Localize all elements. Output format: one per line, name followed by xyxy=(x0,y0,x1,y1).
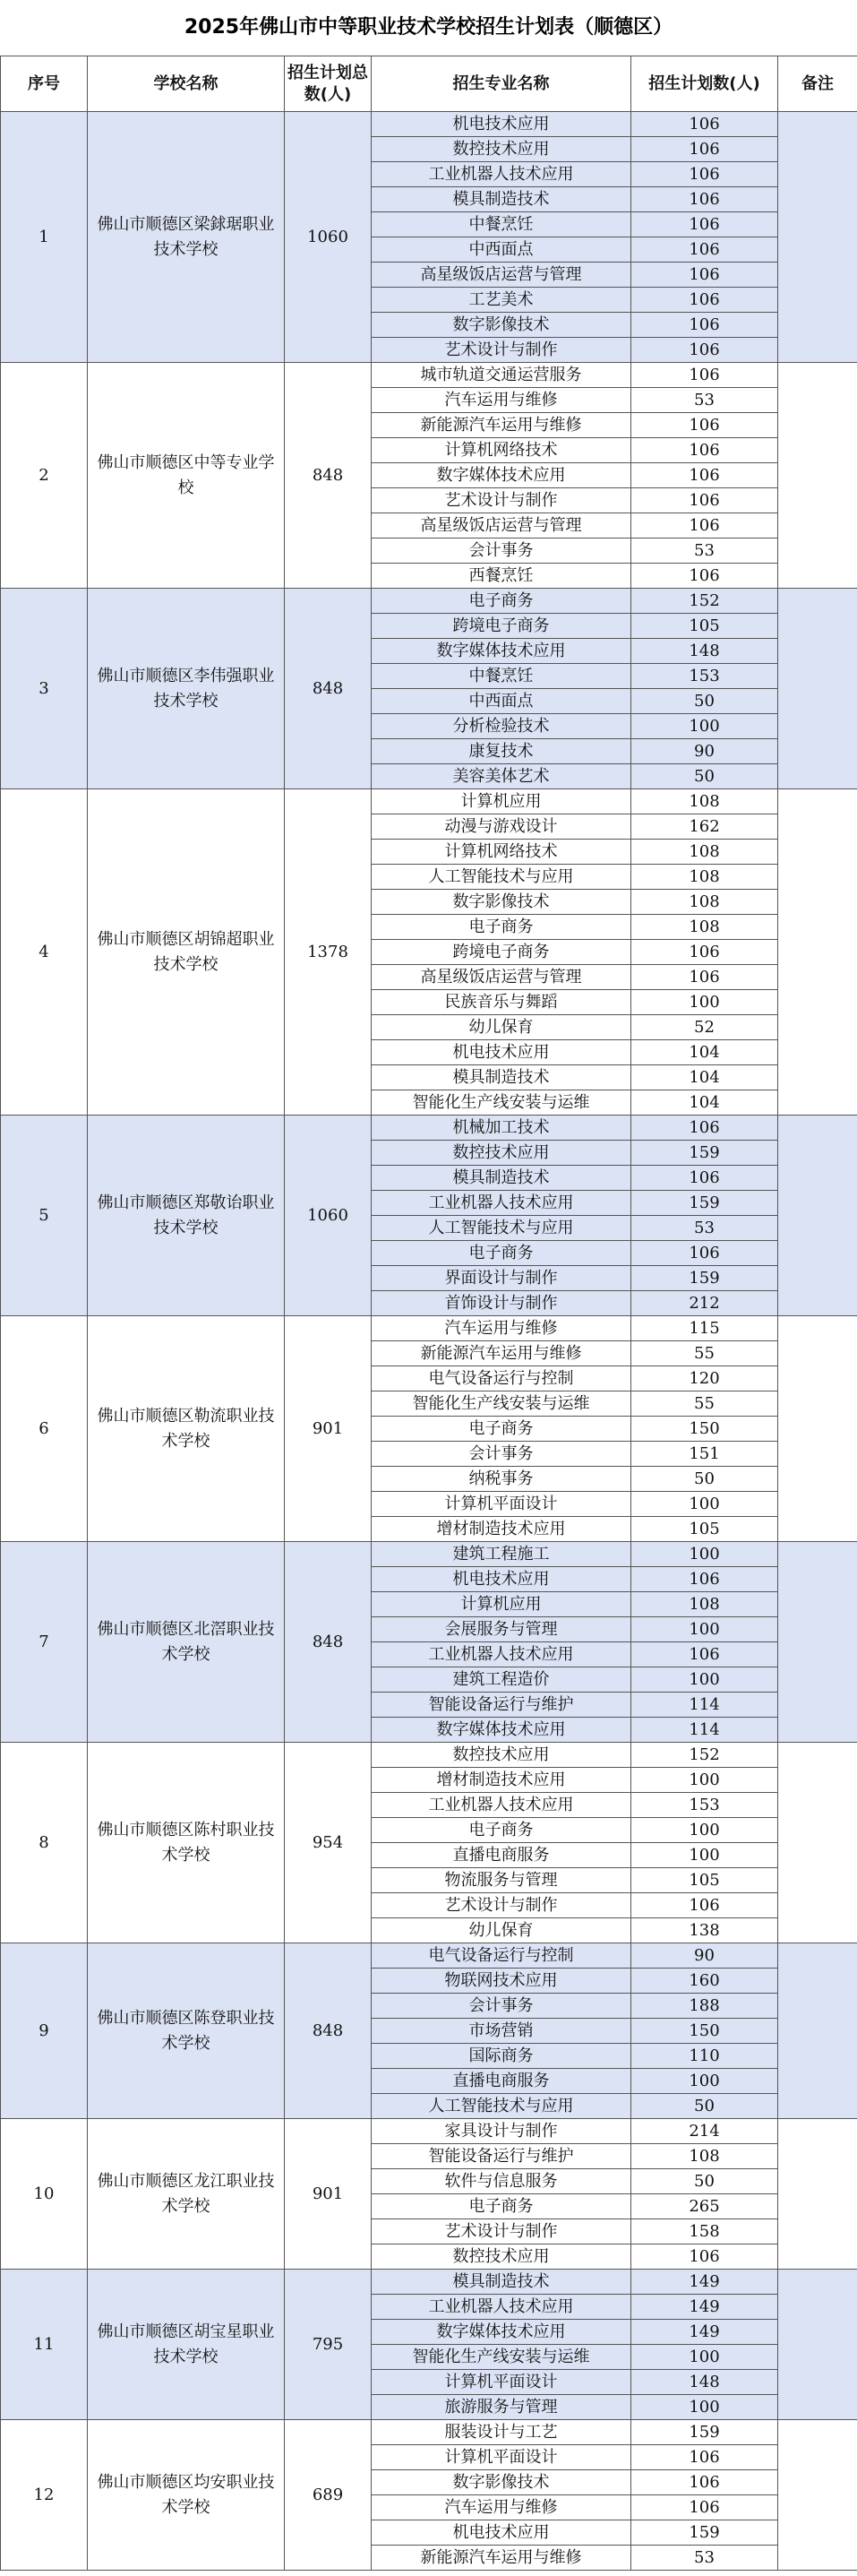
major-name: 计算机网络技术 xyxy=(372,438,631,463)
major-name: 机电技术应用 xyxy=(372,2520,631,2546)
major-count: 106 xyxy=(631,413,778,438)
school-total: 1060 xyxy=(285,1116,372,1316)
major-name: 数控技术应用 xyxy=(372,2244,631,2270)
table-row xyxy=(1,1542,857,1567)
major-name: 会计事务 xyxy=(372,538,631,564)
major-count: 55 xyxy=(631,1391,778,1417)
major-count: 106 xyxy=(631,940,778,965)
major-count: 149 xyxy=(631,2270,778,2295)
major-count: 100 xyxy=(631,1667,778,1693)
major-name: 建筑工程造价 xyxy=(372,1667,631,1693)
major-count: 108 xyxy=(631,865,778,890)
major-count: 106 xyxy=(631,187,778,212)
major-count: 150 xyxy=(631,2019,778,2044)
school-total: 901 xyxy=(285,1316,372,1542)
major-name: 物联网技术应用 xyxy=(372,1969,631,1994)
major-name: 直播电商服务 xyxy=(372,2069,631,2094)
major-name: 工业机器人技术应用 xyxy=(372,2295,631,2320)
major-count: 106 xyxy=(631,1241,778,1266)
major-name: 首饰设计与制作 xyxy=(372,1291,631,1316)
major-name: 西餐烹饪 xyxy=(372,564,631,589)
major-count: 152 xyxy=(631,589,778,614)
major-count: 159 xyxy=(631,2520,778,2546)
major-count: 159 xyxy=(631,2420,778,2445)
major-count: 90 xyxy=(631,1943,778,1969)
major-name: 城市轨道交通运营服务 xyxy=(372,363,631,388)
major-count: 106 xyxy=(631,212,778,237)
major-name: 旅游服务与管理 xyxy=(372,2395,631,2420)
major-count: 104 xyxy=(631,1065,778,1090)
table-row xyxy=(1,2420,857,2445)
major-count: 115 xyxy=(631,1316,778,1341)
school-note xyxy=(778,2119,857,2270)
major-count: 114 xyxy=(631,1693,778,1718)
major-count: 108 xyxy=(631,840,778,865)
major-count: 265 xyxy=(631,2194,778,2219)
school-note xyxy=(778,2420,857,2571)
major-count: 53 xyxy=(631,1216,778,1241)
major-name: 动漫与游戏设计 xyxy=(372,814,631,840)
major-name: 高星级饭店运营与管理 xyxy=(372,513,631,538)
school-note xyxy=(778,1542,857,1743)
major-name: 机电技术应用 xyxy=(372,1567,631,1592)
major-name: 电子商务 xyxy=(372,1417,631,1442)
table-row xyxy=(1,589,857,614)
header-total: 招生计划总数(人) xyxy=(285,56,372,112)
major-count: 106 xyxy=(631,1166,778,1191)
major-count: 188 xyxy=(631,1994,778,2019)
major-name: 数控技术应用 xyxy=(372,1141,631,1166)
school-total: 795 xyxy=(285,2270,372,2420)
table-row xyxy=(1,1943,857,1969)
school-note xyxy=(778,1743,857,1943)
header-index: 序号 xyxy=(1,56,88,112)
major-name: 新能源汽车运用与维修 xyxy=(372,413,631,438)
table-row xyxy=(1,2270,857,2295)
major-count: 106 xyxy=(631,564,778,589)
school-index: 10 xyxy=(1,2119,88,2270)
major-count: 108 xyxy=(631,789,778,814)
major-name: 数字媒体技术应用 xyxy=(372,639,631,664)
major-name: 数字影像技术 xyxy=(372,2470,631,2495)
major-count: 150 xyxy=(631,1417,778,1442)
major-count: 104 xyxy=(631,1040,778,1065)
major-count: 106 xyxy=(631,162,778,187)
major-name: 计算机应用 xyxy=(372,1592,631,1617)
major-count: 100 xyxy=(631,1843,778,1868)
major-name: 新能源汽车运用与维修 xyxy=(372,2546,631,2571)
major-name: 电子商务 xyxy=(372,589,631,614)
major-name: 美容美体艺术 xyxy=(372,764,631,789)
major-name: 康复技术 xyxy=(372,739,631,764)
major-count: 53 xyxy=(631,538,778,564)
major-count: 106 xyxy=(631,965,778,990)
major-count: 106 xyxy=(631,237,778,263)
major-count: 50 xyxy=(631,764,778,789)
document-title: 2025年佛山市中等职业技术学校招生计划表（顺德区） xyxy=(184,16,673,39)
major-name: 人工智能技术与应用 xyxy=(372,865,631,890)
major-count: 159 xyxy=(631,1141,778,1166)
major-count: 100 xyxy=(631,1768,778,1793)
major-name: 智能化生产线安装与运维 xyxy=(372,1090,631,1116)
school-total: 1378 xyxy=(285,789,372,1116)
major-count: 52 xyxy=(631,1015,778,1040)
major-name: 会计事务 xyxy=(372,1994,631,2019)
school-index: 9 xyxy=(1,1943,88,2119)
major-name: 智能化生产线安装与运维 xyxy=(372,1391,631,1417)
major-count: 90 xyxy=(631,739,778,764)
major-name: 高星级饭店运营与管理 xyxy=(372,965,631,990)
major-count: 105 xyxy=(631,614,778,639)
major-name: 汽车运用与维修 xyxy=(372,2495,631,2520)
major-count: 106 xyxy=(631,463,778,488)
major-name: 数字影像技术 xyxy=(372,313,631,338)
major-count: 151 xyxy=(631,1442,778,1467)
major-name: 数控技术应用 xyxy=(372,1743,631,1768)
major-count: 108 xyxy=(631,890,778,915)
school-total: 848 xyxy=(285,1542,372,1743)
major-name: 计算机应用 xyxy=(372,789,631,814)
major-name: 数字媒体技术应用 xyxy=(372,2320,631,2345)
major-name: 计算机平面设计 xyxy=(372,1492,631,1517)
major-name: 智能设备运行与维护 xyxy=(372,1693,631,1718)
school-index: 2 xyxy=(1,363,88,589)
major-count: 100 xyxy=(631,714,778,739)
major-count: 106 xyxy=(631,513,778,538)
major-count: 106 xyxy=(631,1116,778,1141)
school-note xyxy=(778,789,857,1116)
school-note xyxy=(778,112,857,363)
school-note xyxy=(778,1943,857,2119)
school-note xyxy=(778,2270,857,2420)
major-name: 模具制造技术 xyxy=(372,187,631,212)
school-name: 佛山市顺德区胡锦超职业技术学校 xyxy=(88,789,285,1116)
major-name: 计算机平面设计 xyxy=(372,2370,631,2395)
major-count: 100 xyxy=(631,1617,778,1642)
major-name: 中餐烹饪 xyxy=(372,664,631,689)
major-count: 149 xyxy=(631,2320,778,2345)
major-count: 100 xyxy=(631,990,778,1015)
major-name: 数控技术应用 xyxy=(372,137,631,162)
major-name: 数字媒体技术应用 xyxy=(372,1718,631,1743)
school-name: 佛山市顺德区梁銶琚职业技术学校 xyxy=(88,112,285,363)
school-total: 1060 xyxy=(285,112,372,363)
major-name: 物流服务与管理 xyxy=(372,1868,631,1893)
major-count: 106 xyxy=(631,2445,778,2470)
major-count: 106 xyxy=(631,263,778,288)
major-name: 艺术设计与制作 xyxy=(372,488,631,513)
major-name: 软件与信息服务 xyxy=(372,2169,631,2194)
major-name: 界面设计与制作 xyxy=(372,1266,631,1291)
school-index: 6 xyxy=(1,1316,88,1542)
major-name: 中西面点 xyxy=(372,689,631,714)
header-row xyxy=(1,56,857,112)
major-count: 106 xyxy=(631,438,778,463)
major-name: 纳税事务 xyxy=(372,1467,631,1492)
table-row xyxy=(1,1116,857,1141)
school-name: 佛山市顺德区陈村职业技术学校 xyxy=(88,1743,285,1943)
major-name: 幼儿保育 xyxy=(372,1918,631,1943)
school-name: 佛山市顺德区郑敬诒职业技术学校 xyxy=(88,1116,285,1316)
major-name: 机械加工技术 xyxy=(372,1116,631,1141)
major-name: 机电技术应用 xyxy=(372,1040,631,1065)
major-count: 153 xyxy=(631,664,778,689)
school-total: 689 xyxy=(285,2420,372,2571)
table-row xyxy=(1,789,857,814)
major-name: 工业机器人技术应用 xyxy=(372,1642,631,1667)
major-name: 模具制造技术 xyxy=(372,2270,631,2295)
major-count: 108 xyxy=(631,1592,778,1617)
major-name: 计算机平面设计 xyxy=(372,2445,631,2470)
major-count: 153 xyxy=(631,1793,778,1818)
school-note xyxy=(778,589,857,789)
major-name: 直播电商服务 xyxy=(372,1843,631,1868)
major-name: 高星级饭店运营与管理 xyxy=(372,263,631,288)
major-count: 160 xyxy=(631,1969,778,1994)
major-count: 148 xyxy=(631,2370,778,2395)
major-name: 艺术设计与制作 xyxy=(372,1893,631,1918)
major-name: 工业机器人技术应用 xyxy=(372,1191,631,1216)
school-index: 12 xyxy=(1,2420,88,2571)
major-name: 智能设备运行与维护 xyxy=(372,2144,631,2169)
major-name: 家具设计与制作 xyxy=(372,2119,631,2144)
major-count: 106 xyxy=(631,363,778,388)
school-name: 佛山市顺德区均安职业技术学校 xyxy=(88,2420,285,2571)
major-count: 106 xyxy=(631,1893,778,1918)
major-name: 幼儿保育 xyxy=(372,1015,631,1040)
major-count: 106 xyxy=(631,2495,778,2520)
school-name: 佛山市顺德区中等专业学校 xyxy=(88,363,285,589)
header-count: 招生计划数(人) xyxy=(631,56,778,112)
major-name: 计算机网络技术 xyxy=(372,840,631,865)
major-name: 跨境电子商务 xyxy=(372,940,631,965)
school-index: 4 xyxy=(1,789,88,1116)
major-count: 108 xyxy=(631,2144,778,2169)
major-name: 增材制造技术应用 xyxy=(372,1517,631,1542)
major-count: 50 xyxy=(631,2094,778,2119)
major-count: 55 xyxy=(631,1341,778,1366)
major-name: 电气设备运行与控制 xyxy=(372,1366,631,1391)
school-name: 佛山市顺德区勒流职业技术学校 xyxy=(88,1316,285,1542)
table-row xyxy=(1,1743,857,1768)
major-count: 212 xyxy=(631,1291,778,1316)
school-index: 1 xyxy=(1,112,88,363)
major-count: 50 xyxy=(631,1467,778,1492)
major-count: 100 xyxy=(631,1492,778,1517)
major-count: 100 xyxy=(631,1818,778,1843)
major-name: 工业机器人技术应用 xyxy=(372,1793,631,1818)
header-major: 招生专业名称 xyxy=(372,56,631,112)
school-index: 7 xyxy=(1,1542,88,1743)
school-name: 佛山市顺德区龙江职业技术学校 xyxy=(88,2119,285,2270)
major-count: 162 xyxy=(631,814,778,840)
major-name: 电子商务 xyxy=(372,915,631,940)
major-count: 159 xyxy=(631,1191,778,1216)
major-name: 中西面点 xyxy=(372,237,631,263)
major-name: 新能源汽车运用与维修 xyxy=(372,1341,631,1366)
school-total: 954 xyxy=(285,1743,372,1943)
major-name: 工业机器人技术应用 xyxy=(372,162,631,187)
major-count: 106 xyxy=(631,2470,778,2495)
major-name: 艺术设计与制作 xyxy=(372,2219,631,2244)
major-count: 105 xyxy=(631,1868,778,1893)
school-note xyxy=(778,1116,857,1316)
major-count: 152 xyxy=(631,1743,778,1768)
major-name: 会计事务 xyxy=(372,1442,631,1467)
school-total: 848 xyxy=(285,589,372,789)
table-row xyxy=(1,2119,857,2144)
major-count: 53 xyxy=(631,388,778,413)
major-count: 105 xyxy=(631,1517,778,1542)
major-name: 汽车运用与维修 xyxy=(372,388,631,413)
major-name: 电子商务 xyxy=(372,1818,631,1843)
major-count: 100 xyxy=(631,2069,778,2094)
table-row xyxy=(1,112,857,137)
school-index: 8 xyxy=(1,1743,88,1943)
major-name: 民族音乐与舞蹈 xyxy=(372,990,631,1015)
major-name: 智能化生产线安装与运维 xyxy=(372,2345,631,2370)
major-name: 模具制造技术 xyxy=(372,1166,631,1191)
major-count: 106 xyxy=(631,288,778,313)
major-count: 104 xyxy=(631,1090,778,1116)
major-count: 100 xyxy=(631,2345,778,2370)
major-count: 149 xyxy=(631,2295,778,2320)
major-name: 国际商务 xyxy=(372,2044,631,2069)
school-total: 901 xyxy=(285,2119,372,2270)
major-count: 106 xyxy=(631,1642,778,1667)
major-name: 机电技术应用 xyxy=(372,112,631,137)
major-name: 模具制造技术 xyxy=(372,1065,631,1090)
school-note xyxy=(778,363,857,589)
school-name: 佛山市顺德区陈登职业技术学校 xyxy=(88,1943,285,2119)
school-total: 848 xyxy=(285,363,372,589)
major-count: 50 xyxy=(631,2169,778,2194)
major-count: 106 xyxy=(631,112,778,137)
major-count: 106 xyxy=(631,137,778,162)
table-row xyxy=(1,1316,857,1341)
school-total: 848 xyxy=(285,1943,372,2119)
major-count: 100 xyxy=(631,1542,778,1567)
school-index: 5 xyxy=(1,1116,88,1316)
major-count: 106 xyxy=(631,313,778,338)
major-name: 艺术设计与制作 xyxy=(372,338,631,363)
major-name: 工艺美术 xyxy=(372,288,631,313)
major-name: 跨境电子商务 xyxy=(372,614,631,639)
major-name: 增材制造技术应用 xyxy=(372,1768,631,1793)
major-count: 148 xyxy=(631,639,778,664)
major-name: 电子商务 xyxy=(372,1241,631,1266)
major-name: 人工智能技术与应用 xyxy=(372,1216,631,1241)
major-count: 214 xyxy=(631,2119,778,2144)
table-row xyxy=(1,363,857,388)
major-count: 106 xyxy=(631,338,778,363)
major-count: 100 xyxy=(631,2395,778,2420)
major-name: 市场营销 xyxy=(372,2019,631,2044)
major-count: 114 xyxy=(631,1718,778,1743)
major-count: 138 xyxy=(631,1918,778,1943)
major-count: 110 xyxy=(631,2044,778,2069)
major-count: 50 xyxy=(631,689,778,714)
major-count: 120 xyxy=(631,1366,778,1391)
major-name: 数字影像技术 xyxy=(372,890,631,915)
major-count: 108 xyxy=(631,915,778,940)
major-count: 158 xyxy=(631,2219,778,2244)
major-name: 服装设计与工艺 xyxy=(372,2420,631,2445)
major-name: 分析检验技术 xyxy=(372,714,631,739)
major-name: 数字媒体技术应用 xyxy=(372,463,631,488)
school-name: 佛山市顺德区李伟强职业技术学校 xyxy=(88,589,285,789)
major-name: 中餐烹饪 xyxy=(372,212,631,237)
major-name: 电气设备运行与控制 xyxy=(372,1943,631,1969)
school-index: 11 xyxy=(1,2270,88,2420)
major-name: 建筑工程施工 xyxy=(372,1542,631,1567)
school-note xyxy=(778,1316,857,1542)
major-count: 53 xyxy=(631,2546,778,2571)
enrollment-plan-table xyxy=(0,56,857,2571)
header-note: 备注 xyxy=(778,56,857,112)
major-count: 159 xyxy=(631,1266,778,1291)
school-index: 3 xyxy=(1,589,88,789)
table-body xyxy=(1,112,857,2571)
major-name: 会展服务与管理 xyxy=(372,1617,631,1642)
header-school: 学校名称 xyxy=(88,56,285,112)
major-count: 106 xyxy=(631,1567,778,1592)
school-name: 佛山市顺德区北滘职业技术学校 xyxy=(88,1542,285,1743)
major-count: 106 xyxy=(631,488,778,513)
major-name: 电子商务 xyxy=(372,2194,631,2219)
major-name: 汽车运用与维修 xyxy=(372,1316,631,1341)
major-name: 人工智能技术与应用 xyxy=(372,2094,631,2119)
school-name: 佛山市顺德区胡宝星职业技术学校 xyxy=(88,2270,285,2420)
major-count: 106 xyxy=(631,2244,778,2270)
